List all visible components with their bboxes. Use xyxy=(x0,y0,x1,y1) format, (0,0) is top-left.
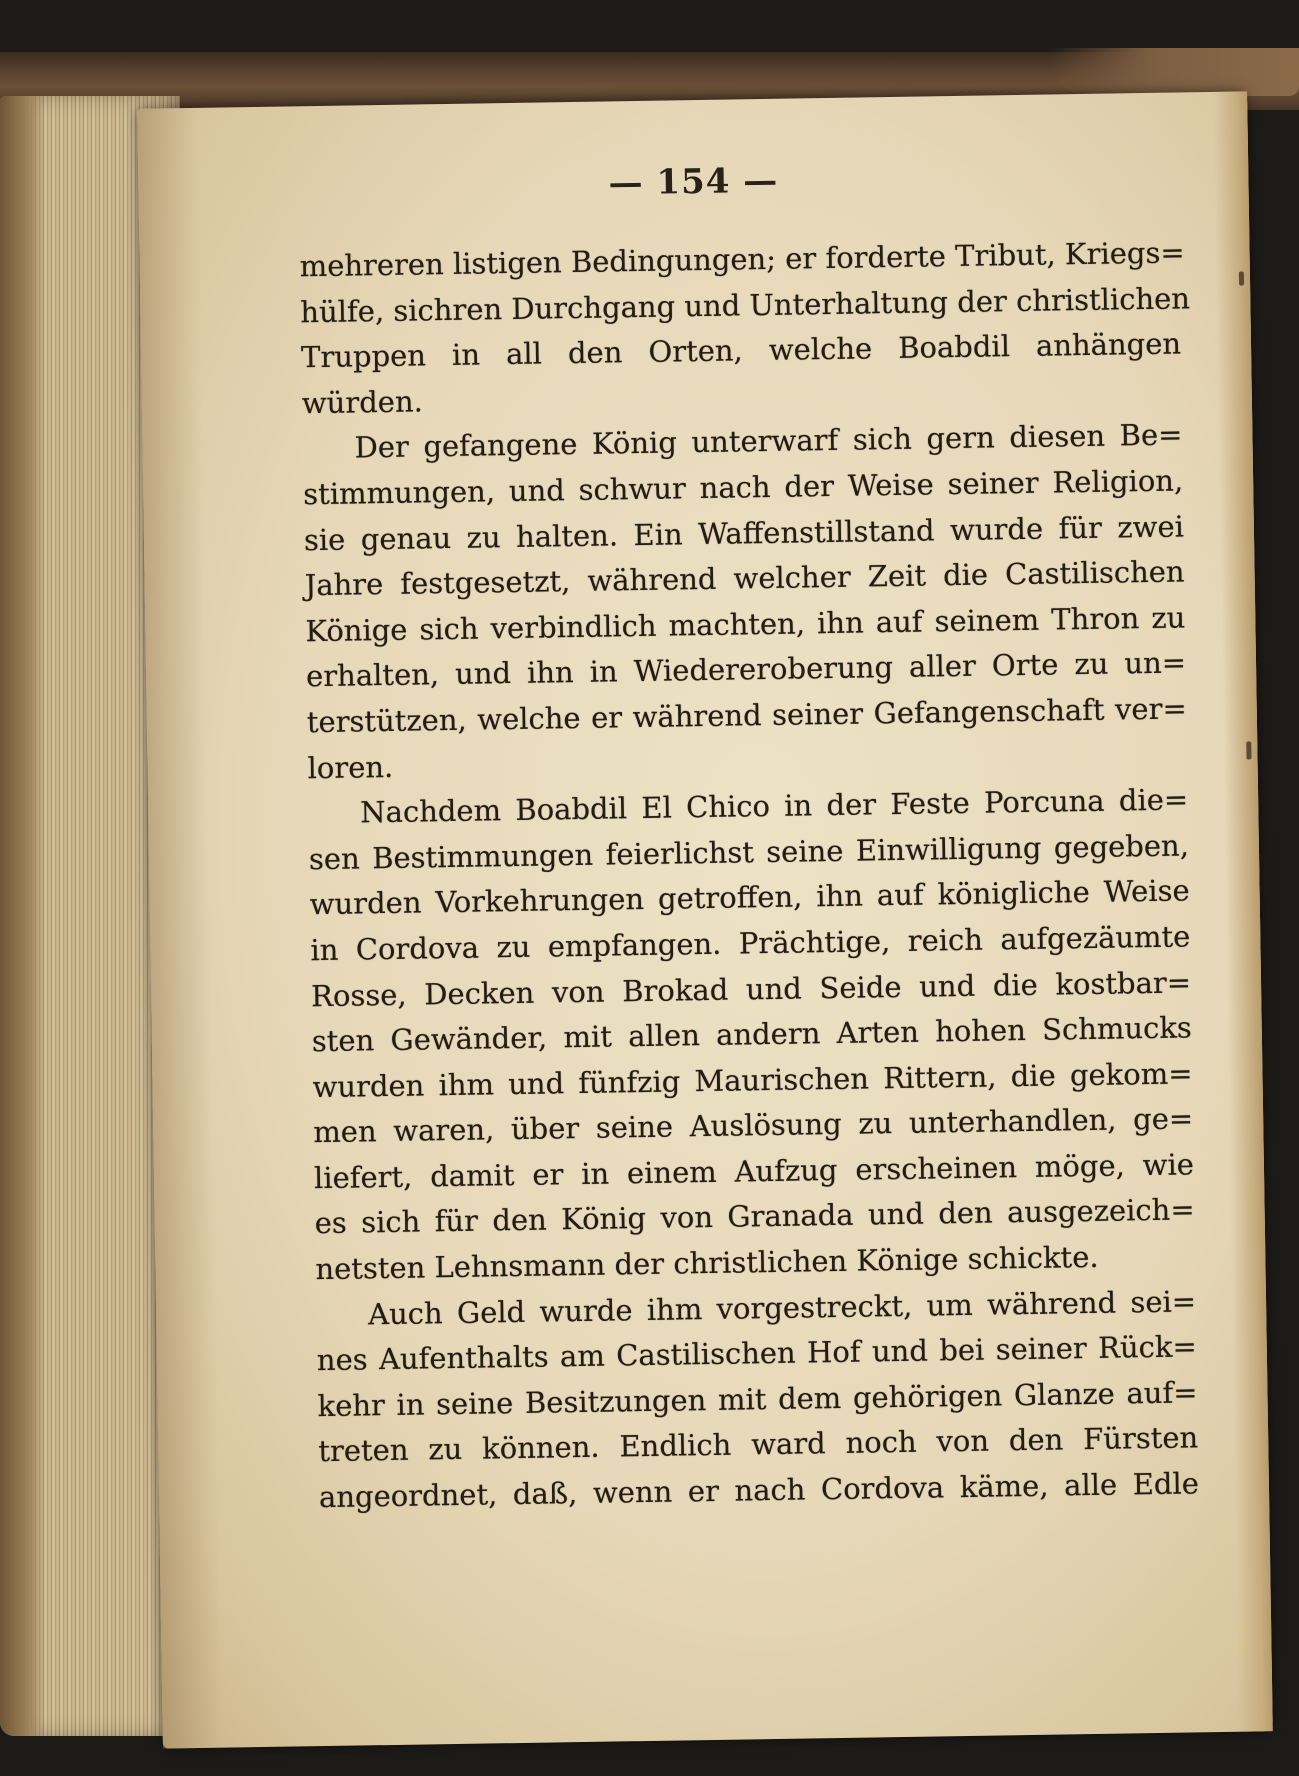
text-line: sten Gewänder, mit allen andern Arten hohen Schmucks xyxy=(311,1010,1193,1059)
page-edge-mark xyxy=(1246,741,1251,759)
text-line: mehreren listigen Bedingungen; er forderte Tribut, Kriegs= xyxy=(299,235,1185,284)
page-stack-shadow xyxy=(0,96,46,1736)
cover-wear-mark xyxy=(1050,48,1299,96)
text-line: treten zu können. Endlich ward noch von den Fürsten xyxy=(318,1420,1199,1469)
text-line: liefert, damit er in einem Aufzug erscheinen möge, wie xyxy=(313,1147,1195,1196)
text-line: men waren, über seine Auslösung zu unterhandlen, ge= xyxy=(313,1101,1194,1150)
page-right-edge xyxy=(1213,91,1273,1731)
page-edge-mark xyxy=(1239,271,1244,285)
text-line: erhalten, und ihn in Wiedereroberung aller Orte zu un= xyxy=(305,645,1187,694)
text-line: Jahre festgesetzt, während welcher Zeit die Castilischen xyxy=(304,554,1185,603)
page-number-header: — 154 — xyxy=(608,160,779,204)
text-line: hülfe, sichren Durchgang und Unterhaltung der christlichen xyxy=(300,280,1191,329)
text-line: angeordnet, daß, wenn er nach Cordova käme, alle Edle xyxy=(318,1466,1200,1515)
text-line: Rosse, Decken von Brokad und Seide und die kostbar= xyxy=(310,964,1192,1013)
text-line: stimmungen, und schwur nach der Weise seiner Religion, xyxy=(302,463,1184,512)
text-line: Nachdem Boabdil El Chico in der Feste Porcuna die= xyxy=(360,782,1189,830)
text-line: Truppen in all den Orten, welche Boabdil anhängen xyxy=(300,326,1182,375)
body-text xyxy=(299,230,1199,1520)
text-line: kehr in seine Besitzungen mit dem gehörigen Glanze auf= xyxy=(317,1375,1198,1423)
text-line: terstützen, welche er während seiner Gefangenschaft ver= xyxy=(306,691,1188,740)
text-line: netsten Lehnsmann der christlichen Könige schickte. xyxy=(315,1239,1099,1287)
text-line: Auch Geld wurde ihm vorgestreckt, um während sei= xyxy=(367,1283,1197,1331)
text-line: nes Aufenthalts am Castilischen Hof und bei seiner Rück= xyxy=(316,1329,1198,1378)
text-line: loren. xyxy=(307,749,394,785)
text-line: Könige sich verbindlich machten, ihn auf seinem Thron zu xyxy=(305,600,1186,648)
text-line: wurden ihm und fünfzig Maurischen Rittern, die gekom= xyxy=(312,1056,1193,1104)
text-line: in Cordova zu empfangen. Prächtige, reich aufgezäumte xyxy=(310,919,1191,968)
book-page xyxy=(137,91,1273,1748)
text-line: würden. xyxy=(301,384,424,421)
text-line: sie genau zu halten. Ein Waffenstillstand wurde für zwei xyxy=(303,508,1185,557)
text-line: wurden Vorkehrungen getroffen, ihn auf königliche Weise xyxy=(309,873,1190,922)
text-line: es sich für den König von Granada und den ausgezeich= xyxy=(314,1192,1195,1241)
text-line: Der gefangene König unterwarf sich gern diesen Be= xyxy=(354,417,1183,465)
text-line: sen Bestimmungen feierlichst seine Einwilligung gegeben, xyxy=(308,828,1190,876)
